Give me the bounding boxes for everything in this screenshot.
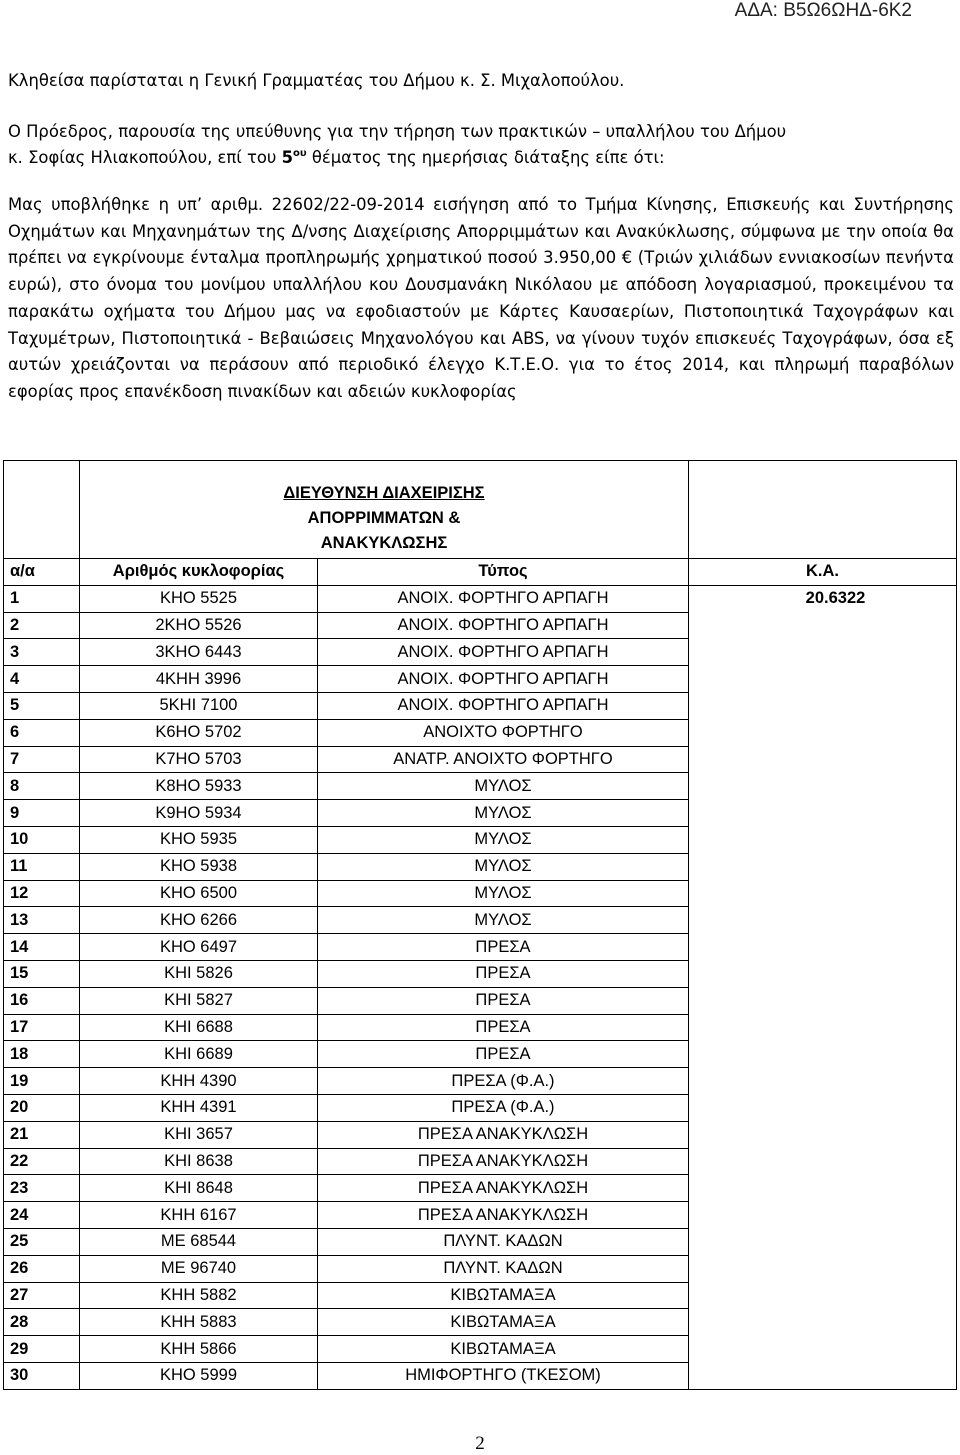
cell-aa: 13 xyxy=(4,907,80,934)
cell-aa: 11 xyxy=(4,853,80,880)
directorate-title-line-1: ΔΙΕΥΘΥΝΣΗ ΔΙΑΧΕΙΡΙΣΗΣ xyxy=(283,484,485,502)
cell-plate: ΚΗΟ 5525 xyxy=(80,585,318,612)
cell-aa: 18 xyxy=(4,1041,80,1068)
cell-plate: 5ΚΗΙ 7100 xyxy=(80,692,318,719)
cell-aa: 9 xyxy=(4,800,80,827)
cell-aa: 2 xyxy=(4,612,80,639)
cell-aa: 24 xyxy=(4,1202,80,1229)
directorate-title-line-2: ΑΠΟΡΡΙΜΜΑΤΩΝ & xyxy=(307,509,461,527)
col-header-aa: α/α xyxy=(4,559,80,586)
cell-plate: ΚΗΙ 5826 xyxy=(80,960,318,987)
cell-plate: 3ΚΗΟ 6443 xyxy=(80,639,318,666)
cell-type: ΠΡΕΣΑ ΑΝΑΚΥΚΛΩΣΗ xyxy=(318,1175,689,1202)
cell-aa: 20 xyxy=(4,1094,80,1121)
cell-type: ΑΝΑΤΡ. ΑΝΟΙΧΤΟ ΦΟΡΤΗΓΟ xyxy=(318,746,689,773)
cell-aa: 17 xyxy=(4,1014,80,1041)
intro-line-3-b: θέματος της ημερήσιας διάταξης είπε ότι: xyxy=(306,148,665,167)
cell-type: ΠΛΥΝΤ. ΚΑΔΩΝ xyxy=(318,1255,689,1282)
cell-type: ΑΝΟΙΧ. ΦΟΡΤΗΓΟ ΑΡΠΑΓΗ xyxy=(318,666,689,693)
intro-line-3 xyxy=(8,145,954,172)
cell-aa: 27 xyxy=(4,1282,80,1309)
cell-plate: ΚΗΙ 6688 xyxy=(80,1014,318,1041)
cell-plate: ΚΗΟ 5935 xyxy=(80,826,318,853)
cell-plate: ΚΗΙ 5827 xyxy=(80,987,318,1014)
cell-aa: 3 xyxy=(4,639,80,666)
page-number: 2 xyxy=(475,1433,485,1454)
cell-plate: ΚΗΗ 6167 xyxy=(80,1202,318,1229)
col-header-plate: Αριθμός κυκλοφορίας xyxy=(80,559,318,586)
cell-plate: ΜΕ 96740 xyxy=(80,1255,318,1282)
cell-plate: ΚΗΗ 4391 xyxy=(80,1094,318,1121)
cell-aa: 8 xyxy=(4,773,80,800)
cell-type: ΚΙΒΩΤΑΜΑΞΑ xyxy=(318,1282,689,1309)
cell-plate: ΚΗΙ 8638 xyxy=(80,1148,318,1175)
cell-type: ΠΛΥΝΤ. ΚΑΔΩΝ xyxy=(318,1228,689,1255)
ada-code: ΑΔΑ: Β5Ω6ΩΗΔ-6Κ2 xyxy=(734,0,912,21)
cell-aa: 29 xyxy=(4,1336,80,1363)
cell-plate: Κ6ΗΟ 5702 xyxy=(80,719,318,746)
cell-aa: 21 xyxy=(4,1121,80,1148)
item-ordinal-suffix: ου xyxy=(293,148,307,159)
cell-type: ΜΥΛΟΣ xyxy=(318,907,689,934)
cell-plate: ΚΗΙ 3657 xyxy=(80,1121,318,1148)
vehicles-table xyxy=(3,460,957,1390)
cell-plate: Κ8ΗΟ 5933 xyxy=(80,773,318,800)
cell-type: ΚΙΒΩΤΑΜΑΞΑ xyxy=(318,1309,689,1336)
cell-aa: 4 xyxy=(4,666,80,693)
cell-aa: 1 xyxy=(4,585,80,612)
cell-plate: ΚΗΟ 6500 xyxy=(80,880,318,907)
cell-type: ΠΡΕΣΑ ΑΝΑΚΥΚΛΩΣΗ xyxy=(318,1121,689,1148)
item-number: 5 xyxy=(281,148,294,167)
cell-type: ΠΡΕΣΑ xyxy=(318,1014,689,1041)
cell-type: ΜΥΛΟΣ xyxy=(318,880,689,907)
cell-plate: Κ9ΗΟ 5934 xyxy=(80,800,318,827)
cell-aa: 7 xyxy=(4,746,80,773)
cell-plate: 2ΚΗΟ 5526 xyxy=(80,612,318,639)
cell-aa: 19 xyxy=(4,1068,80,1095)
cell-plate: ΚΗΗ 5866 xyxy=(80,1336,318,1363)
cell-type: ΑΝΟΙΧ. ΦΟΡΤΗΓΟ ΑΡΠΑΓΗ xyxy=(318,692,689,719)
cell-type: ΚΙΒΩΤΑΜΑΞΑ xyxy=(318,1336,689,1363)
table-title-spacer-left xyxy=(4,461,80,559)
directorate-title xyxy=(80,461,689,559)
cell-aa: 5 xyxy=(4,692,80,719)
cell-plate: ΚΗΟ 6497 xyxy=(80,934,318,961)
cell-type: ΑΝΟΙΧ. ΦΟΡΤΗΓΟ ΑΡΠΑΓΗ xyxy=(318,612,689,639)
cell-type: ΜΥΛΟΣ xyxy=(318,773,689,800)
cell-aa: 10 xyxy=(4,826,80,853)
cell-aa: 14 xyxy=(4,934,80,961)
cell-plate: Κ7ΗΟ 5703 xyxy=(80,746,318,773)
cell-plate: 4ΚΗΗ 3996 xyxy=(80,666,318,693)
cell-ka: 20.6322 xyxy=(689,585,957,1389)
cell-type: ΠΡΕΣΑ xyxy=(318,1041,689,1068)
table-title-row xyxy=(4,461,957,559)
cell-plate: ΚΗΗ 5883 xyxy=(80,1309,318,1336)
cell-aa: 15 xyxy=(4,960,80,987)
cell-type: ΑΝΟΙΧΤΟ ΦΟΡΤΗΓΟ xyxy=(318,719,689,746)
table-header-row xyxy=(4,559,957,586)
cell-plate: ΚΗΗ 5882 xyxy=(80,1282,318,1309)
cell-aa: 16 xyxy=(4,987,80,1014)
cell-plate: ΚΗΟ 6266 xyxy=(80,907,318,934)
cell-aa: 26 xyxy=(4,1255,80,1282)
cell-aa: 25 xyxy=(4,1228,80,1255)
col-header-type: Τύπος xyxy=(318,559,689,586)
col-header-ka: Κ.Α. xyxy=(689,559,957,586)
cell-type: ΜΥΛΟΣ xyxy=(318,853,689,880)
cell-type: ΠΡΕΣΑ (Φ.Α.) xyxy=(318,1094,689,1121)
cell-plate: ΚΗΟ 5999 xyxy=(80,1362,318,1389)
cell-plate: ΚΗΙ 8648 xyxy=(80,1175,318,1202)
cell-type: ΠΡΕΣΑ (Φ.Α.) xyxy=(318,1068,689,1095)
cell-aa: 23 xyxy=(4,1175,80,1202)
cell-plate: ΚΗΙ 6689 xyxy=(80,1041,318,1068)
table-row xyxy=(4,585,957,612)
cell-type: ΑΝΟΙΧ. ΦΟΡΤΗΓΟ ΑΡΠΑΓΗ xyxy=(318,585,689,612)
cell-type: ΠΡΕΣΑ ΑΝΑΚΥΚΛΩΣΗ xyxy=(318,1148,689,1175)
cell-plate: ΚΗΟ 5938 xyxy=(80,853,318,880)
cell-aa: 22 xyxy=(4,1148,80,1175)
cell-type: ΠΡΕΣΑ xyxy=(318,960,689,987)
cell-type: ΜΥΛΟΣ xyxy=(318,800,689,827)
cell-plate: ΜΕ 68544 xyxy=(80,1228,318,1255)
table-title-spacer-right xyxy=(689,461,957,559)
cell-type: ΠΡΕΣΑ ΑΝΑΚΥΚΛΩΣΗ xyxy=(318,1202,689,1229)
cell-plate: ΚΗΗ 4390 xyxy=(80,1068,318,1095)
intro-line-3-a: κ. Σοφίας Ηλιακοπούλου, επί του xyxy=(8,148,282,167)
intro-line-1: Κληθείσα παρίσταται η Γενική Γραμματέας του Δήμου κ. Σ. Μιχαλοπούλου. xyxy=(8,71,625,90)
cell-type: ΜΥΛΟΣ xyxy=(318,826,689,853)
cell-aa: 12 xyxy=(4,880,80,907)
cell-aa: 28 xyxy=(4,1309,80,1336)
cell-type: ΗΜΙΦΟΡΤΗΓΟ (ΤΚΕΣΟΜ) xyxy=(318,1362,689,1389)
cell-aa: 30 xyxy=(4,1362,80,1389)
directorate-title-line-3: ΑΝΑΚΥΚΛΩΣΗΣ xyxy=(320,534,448,552)
cell-type: ΠΡΕΣΑ xyxy=(318,934,689,961)
cell-aa: 6 xyxy=(4,719,80,746)
intro-line-2: Ο Πρόεδρος, παρουσία της υπεύθυνης για την τήρηση των πρακτικών – υπαλλήλου του Δήμου xyxy=(8,122,787,141)
cell-type: ΠΡΕΣΑ xyxy=(318,987,689,1014)
body-paragraph: Μας υποβλήθηκε η υπ’ αριθμ. 22602/22-09-2014 εισήγηση από το Τμήμα Κίνησης, Επισκευής και Συντήρησης Οχημάτων και Μηχανημάτων της Δ/νσης Διαχείρισης Απορριμμάτων και Ανακύκλωσης, σύμφωνα με την οποία θα πρέπει να εγκρίνουμε ένταλμα προπληρωμής χρηματικού ποσού 3.950,00 € (Τριών χιλιάδων εννιακοσίων πενήντα ευρώ), στο όνομα του μονίμου υπαλλήλου κου Δουσμανάκη Νικόλαου με απόδοση λογαριασμού, προκειμένου τα παρακάτω οχήματα του Δήμου μας να εφοδιαστούν με Κάρτες Καυσαερίων, Πιστοποιητικά Ταχογράφων και Ταχυμέτρων, Πιστοποιητικά - Βεβαιώσεις Μηχανολόγου και ABS, να γίνουν τυχόν επισκευές Ταχογράφων, όσα εξ αυτών χρειάζονται να περάσουν από περιοδικό έλεγχο Κ.Τ.Ε.Ο. για το έτος 2014, και πληρωμή παραβόλων εφορίας προς επανέκδοση πινακίδων και αδειών κυκλοφορίας xyxy=(8,195,954,401)
cell-type: ΑΝΟΙΧ. ΦΟΡΤΗΓΟ ΑΡΠΑΓΗ xyxy=(318,639,689,666)
